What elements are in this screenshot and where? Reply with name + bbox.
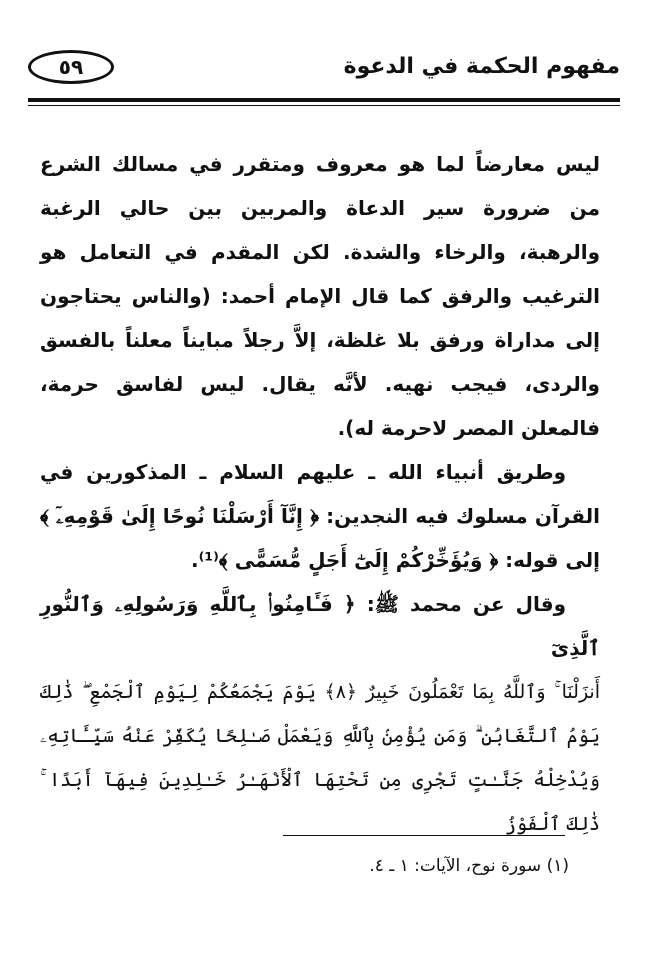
page-number-badge [28,50,114,84]
page-header [28,44,620,96]
page-number: ٥٩ [58,55,84,79]
header-rule-thick [28,98,620,102]
body-text [40,142,600,846]
footnote: (١) سورة نوح، الآيات: ١ ـ ٤. [369,856,569,876]
footnote-separator [283,835,565,836]
paragraph-3: وقال عن محمد ﷺ: ﴿ فَـَٔامِنُوا۟ بِٱللَّهِ وَرَسُولِهِۦ وَٱلنُّورِ ٱلَّذِىٓ [40,592,600,660]
header-rule-thin [28,105,620,106]
paragraph-1: ليس معارضاً لما هو معروف ومتقرر في مسالك الشرع من ضرورة سير الدعاة والمربين بين حالي الرغبة والرهبة، والرخاء والشدة. لكن المقدم في التعامل هو الترغيب والرفق كما قال الإمام أحمد: (والناس يحتاجون إلى مداراة ورفق بلا غلظة، إلاَّ رجلاً مبايناً معلناً بالفسق والردى، فيجب نهيه. لأنَّه يقال. ليس لفاسق حرمة، فالمعلن المصر لاحرمة له). [40,152,600,440]
running-title: مفهوم الحكمة في الدعوة [343,54,620,79]
quran-verse: أَنزَلْنَا ۚ وَٱللَّهُ بِمَا تَعْمَلُونَ خَبِيرٌ ﴿٨﴾ يَوْمَ يَجْمَعُكُمْ لِيَوْمِ ٱلْجَمْعِ ۖ ذَٰلِكَ يَوْمُ ٱلتَّغَابُنِ ۗ وَمَن يُؤْمِنۢ بِٱللَّهِ وَيَعْمَلْ صَـٰلِحًا يُكَفِّرْ عَنْهُ سَيِّـَٔاتِهِۦ وَيُدْخِلْهُ جَنَّـٰتٍ تَجْرِى مِن تَحْتِهَا ٱلْأَنْهَـٰرُ خَـٰلِدِينَ فِيهَآ أَبَدًا ۚ ذَٰلِكَ ٱلْفَوْزُ [40,681,600,835]
paragraph-2: وطريق أنبياء الله ـ عليهم السلام ـ المذكورين في القرآن مسلوك فيه النجدين: ﴿ إِنَّآ أَرْسَلْنَا نُوحًا إِلَىٰ قَوْمِهِۦٓ ﴾ إلى قوله: ﴿ وَيُؤَخِّرْكُمْ إِلَىٰٓ أَجَلٍ مُّسَمًّى ﴾⁽¹⁾. [40,460,600,572]
